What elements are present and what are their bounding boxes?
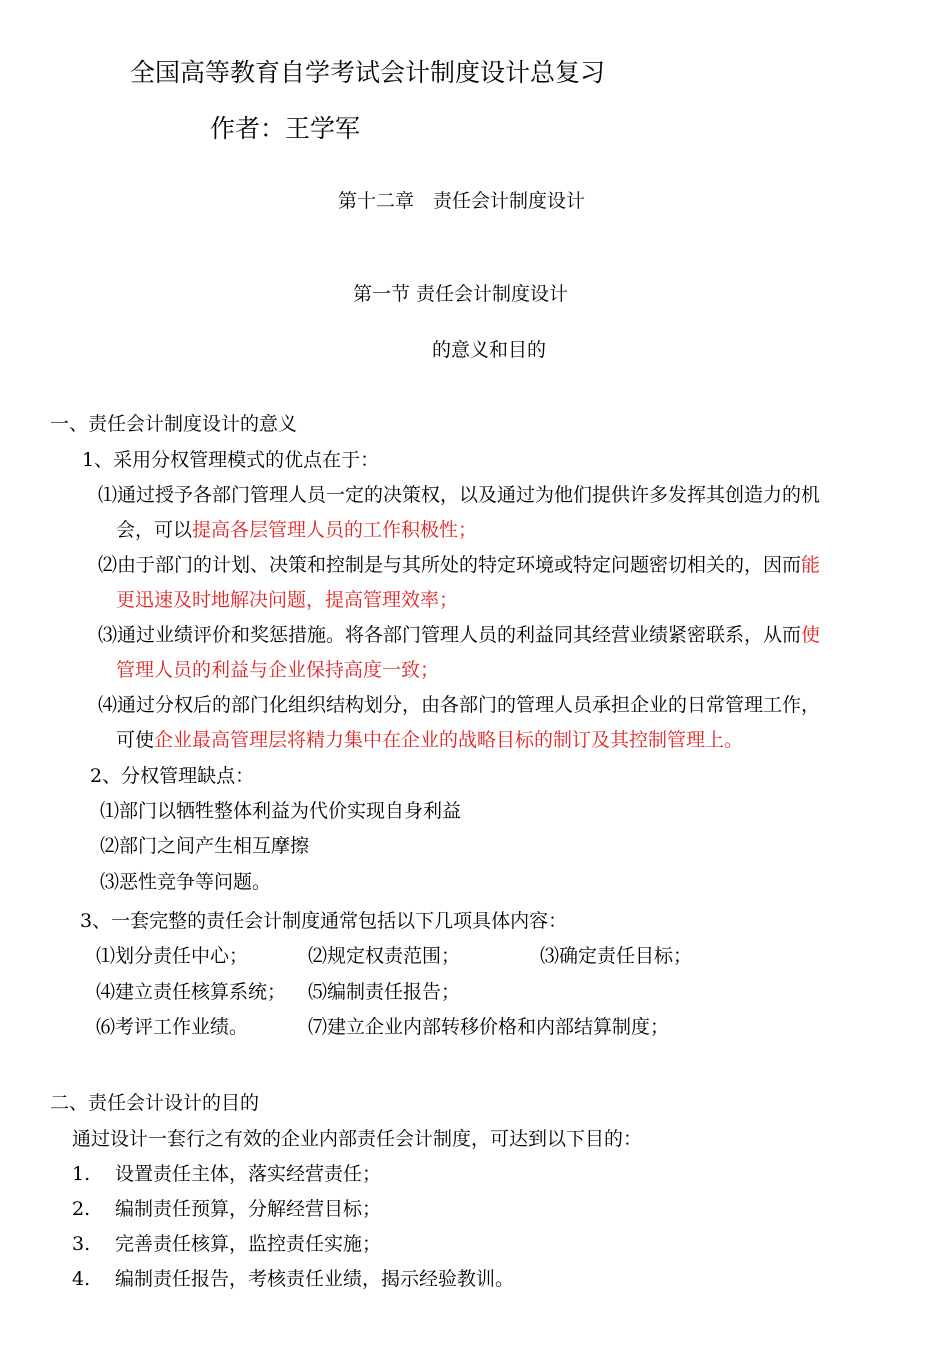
sub1-item1-line1: ⑴通过授予各部门管理人员一定的决策权，以及通过为他们提供许多发挥其创造力的机 xyxy=(98,484,821,506)
sub3-item4: ⑷建立责任核算系统； xyxy=(96,981,287,1003)
sub3-item3: ⑶确定责任目标； xyxy=(540,945,693,967)
chapter-heading: 第十二章 责任会计制度设计 xyxy=(338,190,586,212)
part2-item1-text: 设置责任主体，落实经营责任； xyxy=(115,1163,382,1185)
part2-heading: 二、责任会计设计的目的 xyxy=(50,1092,260,1114)
sub3-item5: ⑸编制责任报告； xyxy=(308,981,461,1003)
sub3-item6: ⑹考评工作业绩。 xyxy=(96,1016,249,1038)
sub2-heading: 2、分权管理缺点： xyxy=(90,765,255,787)
sub1-item2-line2: 更迅速及时地解决问题，提高管理效率； xyxy=(116,589,459,611)
sub1-item4-line1: ⑷通过分权后的部门化组织结构划分，由各部门的管理人员承担企业的日常管理工作， xyxy=(98,694,821,716)
part2-item2-number: 2. xyxy=(72,1198,91,1220)
sub2-item2: ⑵部门之间产生相互摩擦 xyxy=(100,835,310,857)
sub1-item3-line2: 管理人员的利益与企业保持高度一致； xyxy=(116,659,440,681)
part2-item2-text: 编制责任预算，分解经营目标； xyxy=(115,1198,382,1220)
section-heading-line1: 第一节 责任会计制度设计 xyxy=(353,283,569,305)
part2-item4-text: 编制责任报告，考核责任业绩，揭示经验教训。 xyxy=(115,1268,515,1290)
sub3-item7: ⑺建立企业内部转移价格和内部结算制度； xyxy=(308,1016,670,1038)
sub3-heading: 3、一套完整的责任会计制度通常包括以下几项具体内容： xyxy=(80,910,568,932)
section-heading-line2: 的意义和目的 xyxy=(432,339,547,361)
sub1-item3-line1: ⑶通过业绩评价和奖惩措施。将各部门管理人员的利益同其经营业绩紧密联系，从而使 xyxy=(98,624,821,646)
sub2-item3: ⑶恶性竞争等问题。 xyxy=(100,871,272,893)
sub1-heading: 1、采用分权管理模式的优点在于： xyxy=(82,449,380,471)
part2-item1-number: 1. xyxy=(72,1163,91,1185)
sub2-item1: ⑴部门以牺牲整体利益为代价实现自身利益 xyxy=(100,800,462,822)
part1-heading: 一、责任会计制度设计的意义 xyxy=(50,413,298,435)
part2-intro: 通过设计一套行之有效的企业内部责任会计制度，可达到以下目的： xyxy=(72,1128,643,1150)
part2-item3-text: 完善责任核算，监控责任实施； xyxy=(115,1233,382,1255)
sub3-item2: ⑵规定权责范围； xyxy=(308,945,461,967)
document-author: 作者：王学军 xyxy=(210,114,361,143)
document-title: 全国高等教育自学考试会计制度设计总复习 xyxy=(130,58,606,87)
part2-item4-number: 4. xyxy=(72,1268,91,1290)
part2-item3-number: 3. xyxy=(72,1233,91,1255)
sub3-item1: ⑴划分责任中心； xyxy=(96,945,249,967)
sub1-item4-line2: 可使企业最高管理层将精力集中在企业的战略目标的制订及其控制管理上。 xyxy=(116,729,744,751)
sub1-item1-line2: 会，可以提高各层管理人员的工作积极性； xyxy=(116,519,478,541)
sub1-item2-line1: ⑵由于部门的计划、决策和控制是与其所处的特定环境或特定问题密切相关的，因而能 xyxy=(98,554,821,576)
